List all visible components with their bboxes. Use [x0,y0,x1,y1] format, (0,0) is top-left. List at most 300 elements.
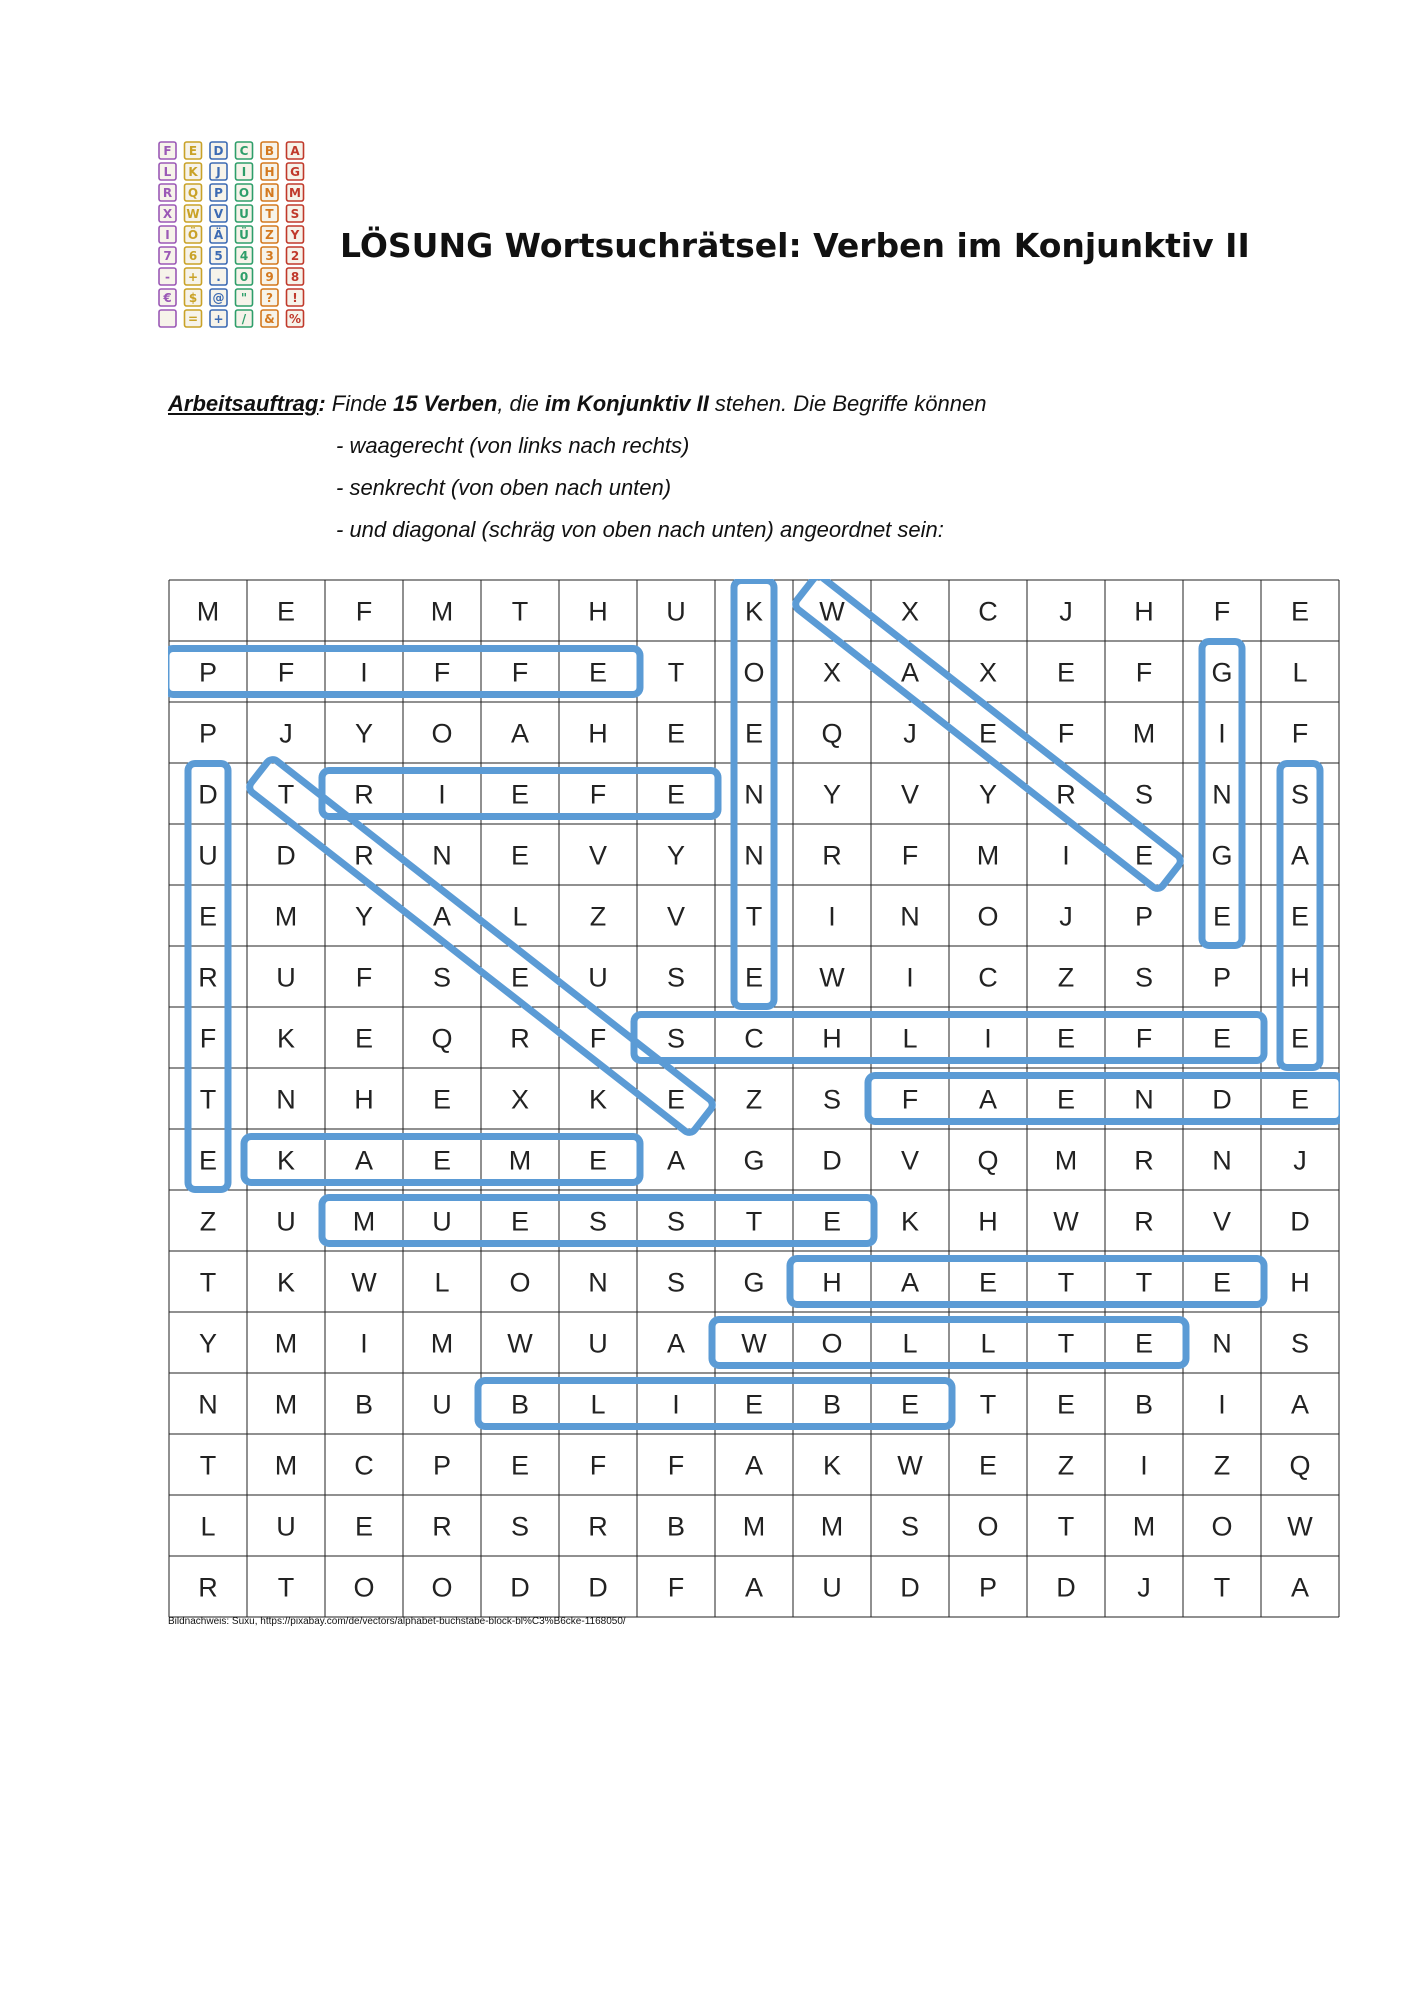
grid-letter: W [351,1267,377,1298]
grid-letter: T [199,1267,217,1298]
logo-block [236,268,253,285]
logo-block [236,142,253,159]
grid-letter: M [274,1328,298,1359]
grid-letter: U [588,1328,608,1359]
logo-block [287,268,304,285]
grid-letter: W [1287,1511,1313,1542]
svg-text:9: 9 [265,270,274,284]
svg-text:3: 3 [265,249,274,263]
grid-letter: C [354,1450,374,1481]
grid-letter: P [432,1450,452,1481]
grid-letter: E [744,718,764,749]
logo-block [159,310,176,327]
svg-text:4: 4 [239,249,249,263]
svg-text:Ä: Ä [213,228,224,242]
logo-block [287,226,304,243]
instructions-label: Arbeitsauftrag [168,391,319,416]
grid-letter: M [352,1206,376,1237]
logo-block [287,247,304,264]
logo-block [159,205,176,222]
grid-letter: E [1056,657,1076,688]
grid-letter: W [819,596,845,627]
grid-letter: E [978,718,998,749]
logo-block [159,142,176,159]
svg-text:I: I [241,165,247,179]
grid-letter: V [1212,1206,1232,1237]
svg-text:E: E [188,144,198,158]
grid-letter: V [900,779,920,810]
grid-letter: T [277,1572,295,1603]
grid-letter: W [819,962,845,993]
logo-block [210,247,227,264]
logo-block [210,310,227,327]
grid-letter: T [745,1206,763,1237]
logo-block [185,310,202,327]
svg-text:7: 7 [163,249,172,263]
svg-text:Ü: Ü [239,228,249,242]
grid-letter: S [432,962,452,993]
logo-block [287,184,304,201]
logo-block [159,247,176,264]
grid-letter: I [1218,718,1226,749]
grid-letter: E [510,1450,530,1481]
grid-letter: L [902,1023,918,1054]
grid-letter: T [199,1450,217,1481]
grid-letter: X [900,596,920,627]
grid-letter: M [430,596,454,627]
logo-block [236,226,253,243]
grid-letter: G [743,1145,765,1176]
grid-letter: E [1134,1328,1154,1359]
svg-text:-: - [165,270,170,284]
grid-letter: U [198,840,218,871]
grid-letter: F [589,779,607,810]
instructions-line-2: - waagerecht (von links nach rechts) [336,433,690,458]
grid-letter: J [903,718,917,749]
grid-letter: V [900,1145,920,1176]
grid-letter: N [1212,1145,1232,1176]
svg-text:@: @ [212,291,225,305]
grid-letter: J [1059,901,1073,932]
grid-letter: E [198,901,218,932]
grid-letter: G [1211,657,1233,688]
grid-letter: W [507,1328,533,1359]
svg-text:G: G [290,165,300,179]
grid-letter: J [279,718,293,749]
grid-letter: F [589,1023,607,1054]
grid-letter: E [978,1450,998,1481]
grid-letter: R [1056,779,1076,810]
grid-letter: S [1134,779,1154,810]
grid-letter: N [198,1389,218,1420]
grid-letter: F [277,657,295,688]
grid-letter: T [511,596,529,627]
word-search-grid [168,579,1340,1619]
grid-letter: V [588,840,608,871]
grid-letter: H [822,1023,842,1054]
grid-letter: M [1132,1511,1156,1542]
logo-block [159,163,176,180]
grid-letter: N [900,901,920,932]
grid-letter: M [274,1389,298,1420]
grid-letter: N [744,779,764,810]
grid-letter: H [822,1267,842,1298]
grid-letter: D [1212,1084,1232,1115]
logo-block [287,310,304,327]
grid-letter: E [1290,1023,1310,1054]
svg-text:J: J [216,165,221,179]
svg-text:!: ! [292,291,298,305]
logo-block [185,268,202,285]
grid-letter: P [1134,901,1154,932]
svg-text:H: H [264,165,275,179]
svg-text:U: U [239,207,249,221]
svg-text:W: W [186,207,200,221]
svg-text:+: + [187,270,199,284]
grid-letter: T [667,657,685,688]
instructions-text-3: stehen. Die Begriffe können [708,391,987,416]
grid-letter: E [588,1145,608,1176]
grid-letter: W [1053,1206,1079,1237]
grid-letter: F [433,657,451,688]
grid-letter: H [588,596,608,627]
grid-letter: E [1134,840,1154,871]
solution-highlight-pfiffe [168,649,640,695]
grid-letter: N [744,840,764,871]
grid-letter: E [1212,1267,1232,1298]
grid-letter: E [900,1389,920,1420]
grid-letter: O [431,1572,453,1603]
grid-letter: F [355,596,373,627]
instructions-text-1: Finde [325,391,393,416]
grid-letter: E [1056,1023,1076,1054]
svg-text:=: = [187,312,199,326]
grid-letter: Y [666,840,686,871]
grid-letter: E [510,840,530,871]
logo-block [236,163,253,180]
logo-block [287,205,304,222]
grid-letter: P [1212,962,1232,993]
grid-letter: A [1290,1572,1310,1603]
grid-letter: E [1290,901,1310,932]
grid-letter: V [666,901,686,932]
grid-letter: L [902,1328,918,1359]
logo-block [261,247,278,264]
grid-letter: K [276,1267,296,1298]
grid-letter: Q [821,718,843,749]
svg-text:R: R [162,186,173,200]
logo-block [261,226,278,243]
grid-letter: E [354,1023,374,1054]
grid-letter: O [1211,1511,1233,1542]
grid-letter: U [276,1511,296,1542]
svg-text:S: S [290,207,300,221]
svg-text:D: D [213,144,224,158]
grid-letter: F [355,962,373,993]
svg-text:?: ? [266,291,273,305]
svg-text:/: / [241,312,247,326]
grid-letter: H [1134,596,1154,627]
grid-letter: F [1135,657,1153,688]
grid-letter: E [1212,901,1232,932]
grid-letter: O [743,657,765,688]
grid-letter: L [434,1267,450,1298]
grid-letter: L [1292,657,1308,688]
grid-letter: K [276,1023,296,1054]
svg-text:2: 2 [290,249,300,263]
grid-letter: L [980,1328,996,1359]
grid-letter: L [512,901,528,932]
grid-letter: S [666,1023,686,1054]
svg-text:I: I [165,228,170,242]
svg-text:5: 5 [214,249,223,263]
grid-letter: R [198,962,218,993]
svg-text:Ö: Ö [187,228,199,242]
logo-block [210,205,227,222]
grid-letter: T [1057,1328,1075,1359]
grid-letter: S [1134,962,1154,993]
grid-letter: H [588,718,608,749]
grid-letter: K [276,1145,296,1176]
svg-text:A: A [290,144,300,158]
svg-text:.: . [216,270,221,284]
grid-letter: I [672,1389,680,1420]
svg-text:X: X [162,207,173,221]
logo-block [261,163,278,180]
logo-block [185,205,202,222]
svg-text:": " [240,291,248,305]
grid-letter: Z [199,1206,217,1237]
grid-letter: R [354,779,374,810]
grid-letter: E [588,657,608,688]
grid-letter: E [666,1084,686,1115]
grid-letter: B [1134,1389,1154,1420]
grid-letter: D [588,1572,608,1603]
grid-letter: J [1059,596,1073,627]
grid-letter: Y [978,779,998,810]
instructions-count: 15 Verben [392,391,498,416]
grid-letter: U [276,1206,296,1237]
grid-letter: M [274,1450,298,1481]
instructions-mode: im Konjunktiv II [545,391,709,416]
grid-letter: A [1290,840,1310,871]
grid-letter: C [744,1023,764,1054]
grid-letter: R [198,1572,218,1603]
instructions-line-1 [168,391,986,417]
logo-block [159,226,176,243]
svg-text:Q: Q [187,186,199,200]
grid-letter: A [510,718,530,749]
grid-letter: E [744,1389,764,1420]
grid-letter: O [353,1572,375,1603]
grid-letter: H [1290,962,1310,993]
svg-text:M: M [289,186,301,200]
grid-letter: R [510,1023,530,1054]
grid-letter: I [1062,840,1070,871]
logo-block [236,184,253,201]
grid-letter: F [589,1450,607,1481]
grid-letter: H [354,1084,374,1115]
grid-letter: A [744,1572,764,1603]
grid-letter: M [274,901,298,932]
svg-text:B: B [264,144,275,158]
logo-block [261,268,278,285]
grid-letter: N [1134,1084,1154,1115]
logo-block [287,142,304,159]
grid-letter: O [977,1511,999,1542]
logo-block [210,268,227,285]
svg-text:P: P [214,186,223,200]
grid-letter: H [1290,1267,1310,1298]
logo-block [236,289,253,306]
grid-letter: M [508,1145,532,1176]
grid-letter: A [900,1267,920,1298]
grid-letter: Y [198,1328,218,1359]
svg-text:T: T [265,207,274,221]
grid-letter: U [666,596,686,627]
grid-letter: Q [1289,1450,1311,1481]
grid-letter: U [432,1389,452,1420]
grid-letter: A [666,1145,686,1176]
grid-letter: X [510,1084,530,1115]
grid-letter: A [1290,1389,1310,1420]
grid-letter: T [277,779,295,810]
grid-letter: Z [1057,1450,1075,1481]
grid-letter: P [978,1572,998,1603]
svg-text:L: L [163,165,172,179]
logo-block [159,289,176,306]
logo-block [185,184,202,201]
logo-block [261,142,278,159]
grid-letter: U [432,1206,452,1237]
logo-block [159,268,176,285]
grid-letter: B [510,1389,530,1420]
grid-letter: R [432,1511,452,1542]
grid-letter: A [978,1084,998,1115]
grid-letter: S [900,1511,920,1542]
grid-letter: Z [1057,962,1075,993]
grid-letter: D [276,840,296,871]
grid-letter: P [198,657,218,688]
svg-text:O: O [238,186,250,200]
grid-letter: U [588,962,608,993]
grid-letter: N [1212,1328,1232,1359]
grid-letter: H [978,1206,998,1237]
svg-text:F: F [163,144,172,158]
grid-letter: X [978,657,998,688]
grid-letter: A [666,1328,686,1359]
grid-letter: T [1057,1267,1075,1298]
grid-letter: E [1212,1023,1232,1054]
logo-block [287,163,304,180]
svg-text:K: K [188,165,198,179]
svg-text:Y: Y [290,228,300,242]
grid-letter: N [276,1084,296,1115]
grid-letter: F [1213,596,1231,627]
solution-highlight-faende [868,1076,1340,1122]
logo-block [185,247,202,264]
grid-letter: Y [354,901,374,932]
grid-letter: D [198,779,218,810]
grid-letter: O [509,1267,531,1298]
instructions-text-2: , die [497,391,546,416]
grid-letter: M [976,840,1000,871]
grid-letter: J [1137,1572,1151,1603]
logo-block [185,289,202,306]
grid-letter: K [744,596,764,627]
grid-letter: E [1290,596,1310,627]
grid-letter: B [822,1389,842,1420]
grid-letter: D [510,1572,530,1603]
grid-letter: Q [431,1023,453,1054]
image-credit: Bildnachweis: Suxu, https://pixabay.com/de/vectors/alphabet-buchstabe-block-bl%C3%B6cke-1168050/ [168,1616,626,1627]
grid-letter: E [432,1084,452,1115]
grid-letter: E [666,718,686,749]
grid-letter: Y [354,718,374,749]
grid-letter: E [432,1145,452,1176]
logo-block [236,205,253,222]
logo-block [185,163,202,180]
grid-letter: C [978,962,998,993]
grid-letter: S [666,1206,686,1237]
svg-text:0: 0 [239,270,249,284]
svg-text:&: & [264,312,275,326]
grid-letter: Z [589,901,607,932]
grid-letter: F [511,657,529,688]
logo-block [185,226,202,243]
grid-letter: I [906,962,914,993]
logo-block [185,142,202,159]
grid-letter: G [1211,840,1233,871]
grid-letter: T [745,901,763,932]
svg-text:+: + [213,312,224,326]
grid-letter: S [1290,779,1310,810]
grid-letter: E [822,1206,842,1237]
grid-letter: F [1057,718,1075,749]
grid-letter: T [199,1084,217,1115]
grid-letter: I [360,1328,368,1359]
grid-letter: W [741,1328,767,1359]
grid-letter: F [901,1084,919,1115]
grid-letter: O [977,901,999,932]
grid-letter: E [1056,1084,1076,1115]
grid-letter: F [667,1572,685,1603]
grid-letter: R [1134,1206,1154,1237]
logo-block [261,184,278,201]
grid-letter: I [1140,1450,1148,1481]
svg-text:V: V [213,207,224,221]
grid-letter: K [900,1206,920,1237]
grid-letter: E [510,779,530,810]
svg-text:N: N [264,186,275,200]
grid-letter: U [276,962,296,993]
grid-letter: F [1291,718,1309,749]
grid-letter: Z [1213,1450,1231,1481]
grid-letter: R [588,1511,608,1542]
logo-block [236,310,253,327]
logo-block [159,184,176,201]
grid-letter: F [1135,1023,1153,1054]
alphabet-blocks-logo [157,140,307,330]
instructions-line-3: - senkrecht (von oben nach unten) [336,475,672,500]
svg-text:€: € [163,291,172,305]
grid-letter: S [510,1511,530,1542]
grid-letter: M [1054,1145,1078,1176]
grid-letter: E [510,1206,530,1237]
grid-letter: R [1134,1145,1154,1176]
logo-block [261,310,278,327]
grid-letter: M [196,596,220,627]
